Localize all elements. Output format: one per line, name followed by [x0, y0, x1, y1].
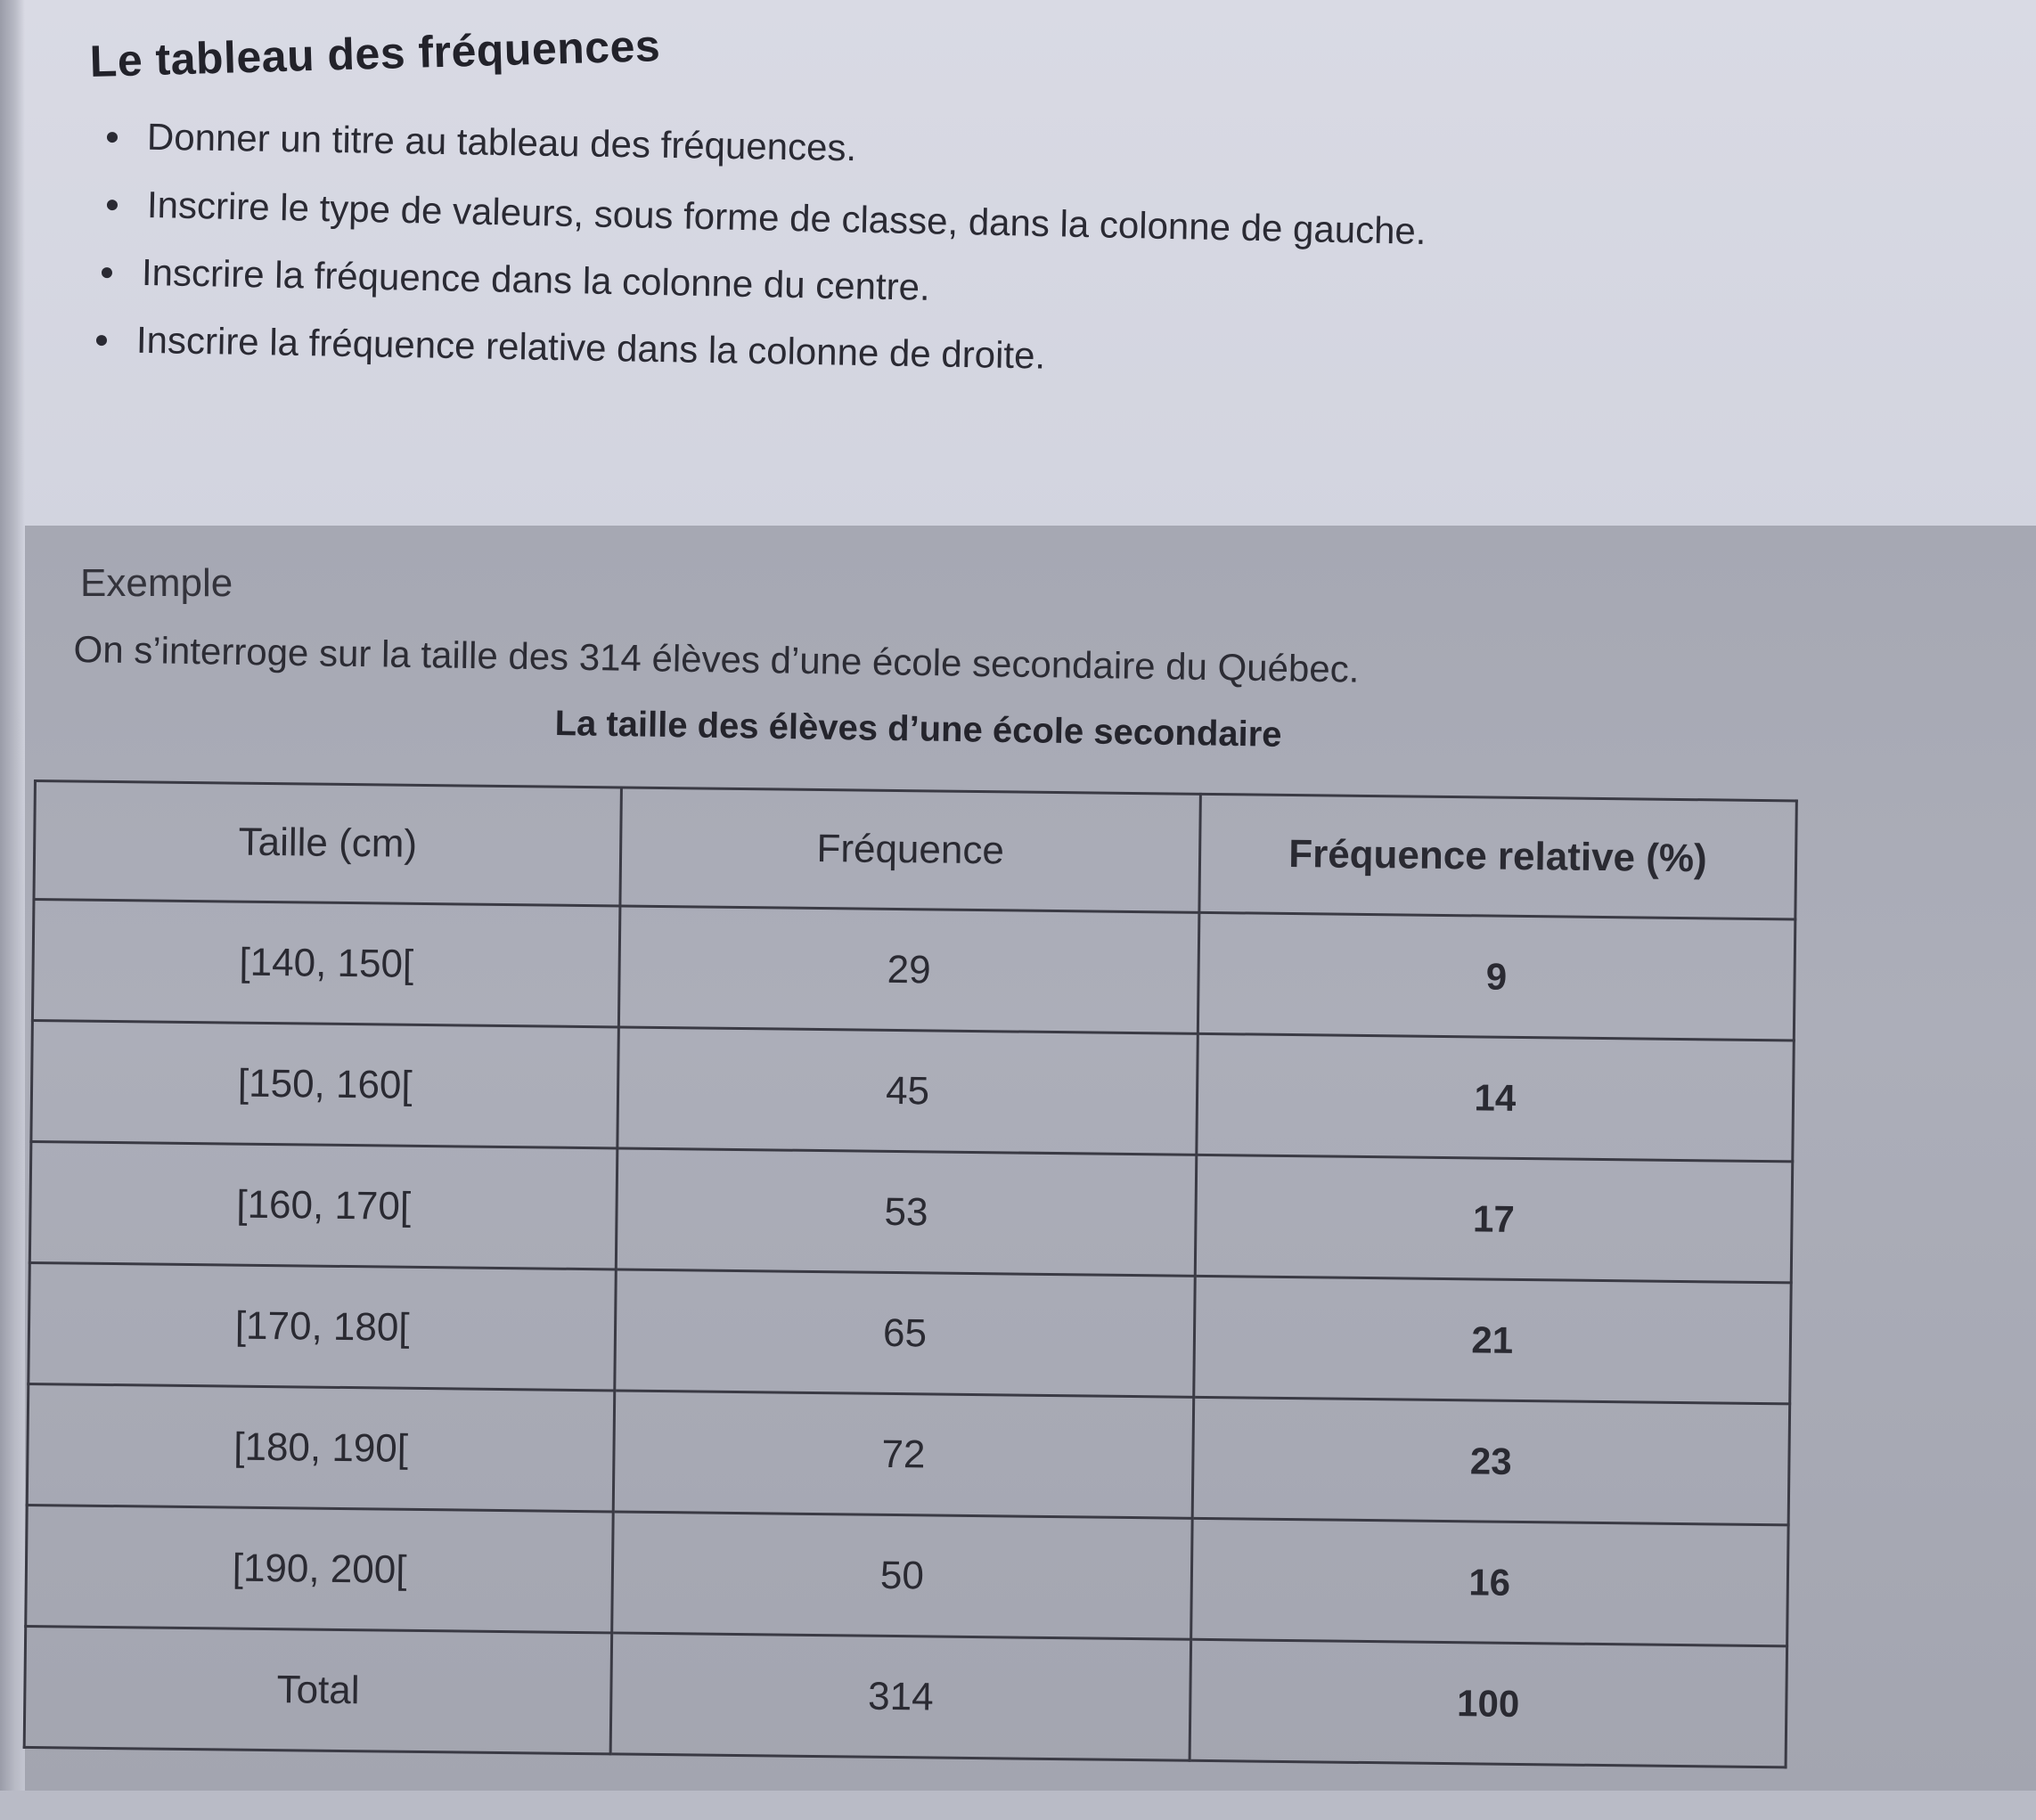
page-bottom-strip	[0, 1791, 2036, 1820]
header-size: Taille (cm)	[34, 781, 622, 906]
size-class-cell: [170, 180[	[29, 1262, 617, 1390]
size-class-cell: [180, 190[	[27, 1383, 615, 1511]
relative-frequency-cell: 23	[1192, 1397, 1790, 1525]
table-total-row	[24, 1626, 1787, 1767]
example-label: Exemple	[80, 561, 233, 605]
relative-frequency-cell: 16	[1190, 1518, 1788, 1646]
table-row	[31, 1020, 1794, 1161]
total-label-cell: Total	[24, 1626, 612, 1753]
relative-frequency-cell: 21	[1193, 1276, 1791, 1404]
relative-frequency-cell: 14	[1196, 1033, 1794, 1162]
page-binding-edge	[0, 0, 25, 1820]
instruction-item: Donner un titre au tableau des fréquences.	[106, 102, 1427, 191]
example-text: On s’interroge sur la taille des 314 élèves d’une école secondaire du Québec.	[73, 628, 1360, 690]
size-class-cell: [150, 160[	[31, 1020, 619, 1147]
table-row	[26, 1505, 1788, 1645]
instruction-item: Inscrire la fréquence dans la colonne du centre.	[101, 238, 1427, 331]
total-frequency-cell: 314	[610, 1633, 1190, 1760]
frequency-table	[23, 779, 1798, 1768]
table-row	[27, 1383, 1789, 1524]
table-header-row	[34, 781, 1796, 919]
frequency-cell: 45	[617, 1027, 1198, 1155]
instruction-item: Inscrire la fréquence relative dans la colonne de droite.	[95, 306, 1427, 396]
instruction-item: Inscrire le type de valeurs, sous forme de classe, dans la colonne de gauche.	[106, 170, 1427, 265]
relative-frequency-cell: 9	[1198, 912, 1795, 1041]
table-row	[32, 900, 1795, 1041]
section-title: Le tableau des fréquences	[89, 20, 661, 86]
frequency-cell: 65	[615, 1269, 1195, 1397]
header-frequency: Fréquence	[620, 788, 1200, 912]
frequency-cell: 53	[617, 1148, 1197, 1276]
size-class-cell: [160, 170[	[29, 1141, 617, 1269]
frequency-cell: 72	[614, 1391, 1194, 1518]
size-class-cell: [190, 200[	[26, 1505, 614, 1632]
instruction-list	[107, 102, 1427, 377]
example-box	[25, 526, 2036, 1791]
header-relative-frequency: Fréquence relative (%)	[1199, 794, 1797, 919]
relative-frequency-cell: 17	[1195, 1155, 1793, 1283]
total-relative-frequency-cell: 100	[1190, 1639, 1787, 1767]
table-row	[29, 1262, 1791, 1403]
size-class-cell: [140, 150[	[32, 900, 620, 1027]
frequency-cell: 29	[619, 906, 1199, 1033]
table-row	[29, 1141, 1792, 1282]
frequency-cell: 50	[612, 1512, 1192, 1639]
table-title: La taille des élèves d’une école secondaire	[554, 704, 1282, 755]
